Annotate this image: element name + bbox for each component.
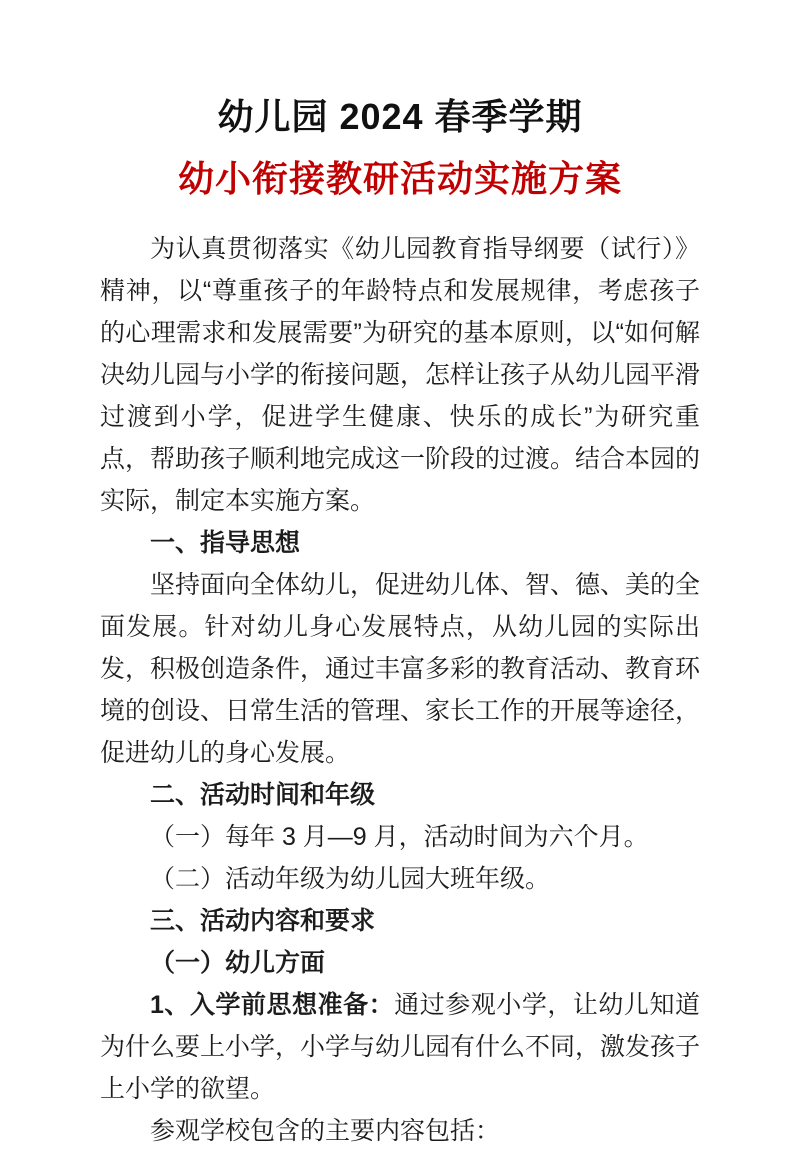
paragraph: 1、入学前思想准备：通过参观小学，让幼儿知道为什么要上小学，小学与幼儿园有什么不同，激发孩子上小学的欲望。 <box>100 991 701 1103</box>
paragraph: 为认真贯彻落实《幼儿园教育指导纲要（试行）》精神，以“尊重孩子的年龄特点和发展规律，考虑孩子的心理需求和发展需要”为研究的基本原则，以“如何解决幼儿园与小学的衔接问题，怎样让孩子从幼儿园平滑过渡到小学，促进学生健康、快乐的成长”为研究重点，帮助孩子顺利地完成这一阶段的过渡。结合本园的实际，制定本实施方案。 <box>100 235 701 515</box>
doc-body <box>100 228 700 1152</box>
section-heading: （一）幼儿方面 <box>150 949 326 977</box>
section-heading: 三、活动内容和要求 <box>150 907 376 935</box>
doc-title-line2: 幼小衔接教研活动实施方案 <box>177 158 622 199</box>
paragraph: （二）活动年级为幼儿园大班年级。 <box>150 865 551 893</box>
doc-title-line1: 幼儿园 2024 春季学期 <box>217 96 583 137</box>
paragraph: 参观学校包含的主要内容包括： <box>150 1117 501 1145</box>
paragraph: 坚持面向全体幼儿，促进幼儿体、智、德、美的全面发展。针对幼儿身心发展特点，从幼儿园的实际出发，积极创造条件，通过丰富多彩的教育活动、教育环境的创设、日常生活的管理、家长工作的开展等途径，促进幼儿的身心发展。 <box>100 571 701 767</box>
paragraph: （一）每年 3 月—9 月，活动时间为六个月。 <box>150 823 649 851</box>
section-heading: 一、指导思想 <box>150 529 301 557</box>
paragraph-bold-lead: 1、入学前思想准备： <box>150 991 395 1019</box>
section-heading: 二、活动时间和年级 <box>150 781 376 809</box>
